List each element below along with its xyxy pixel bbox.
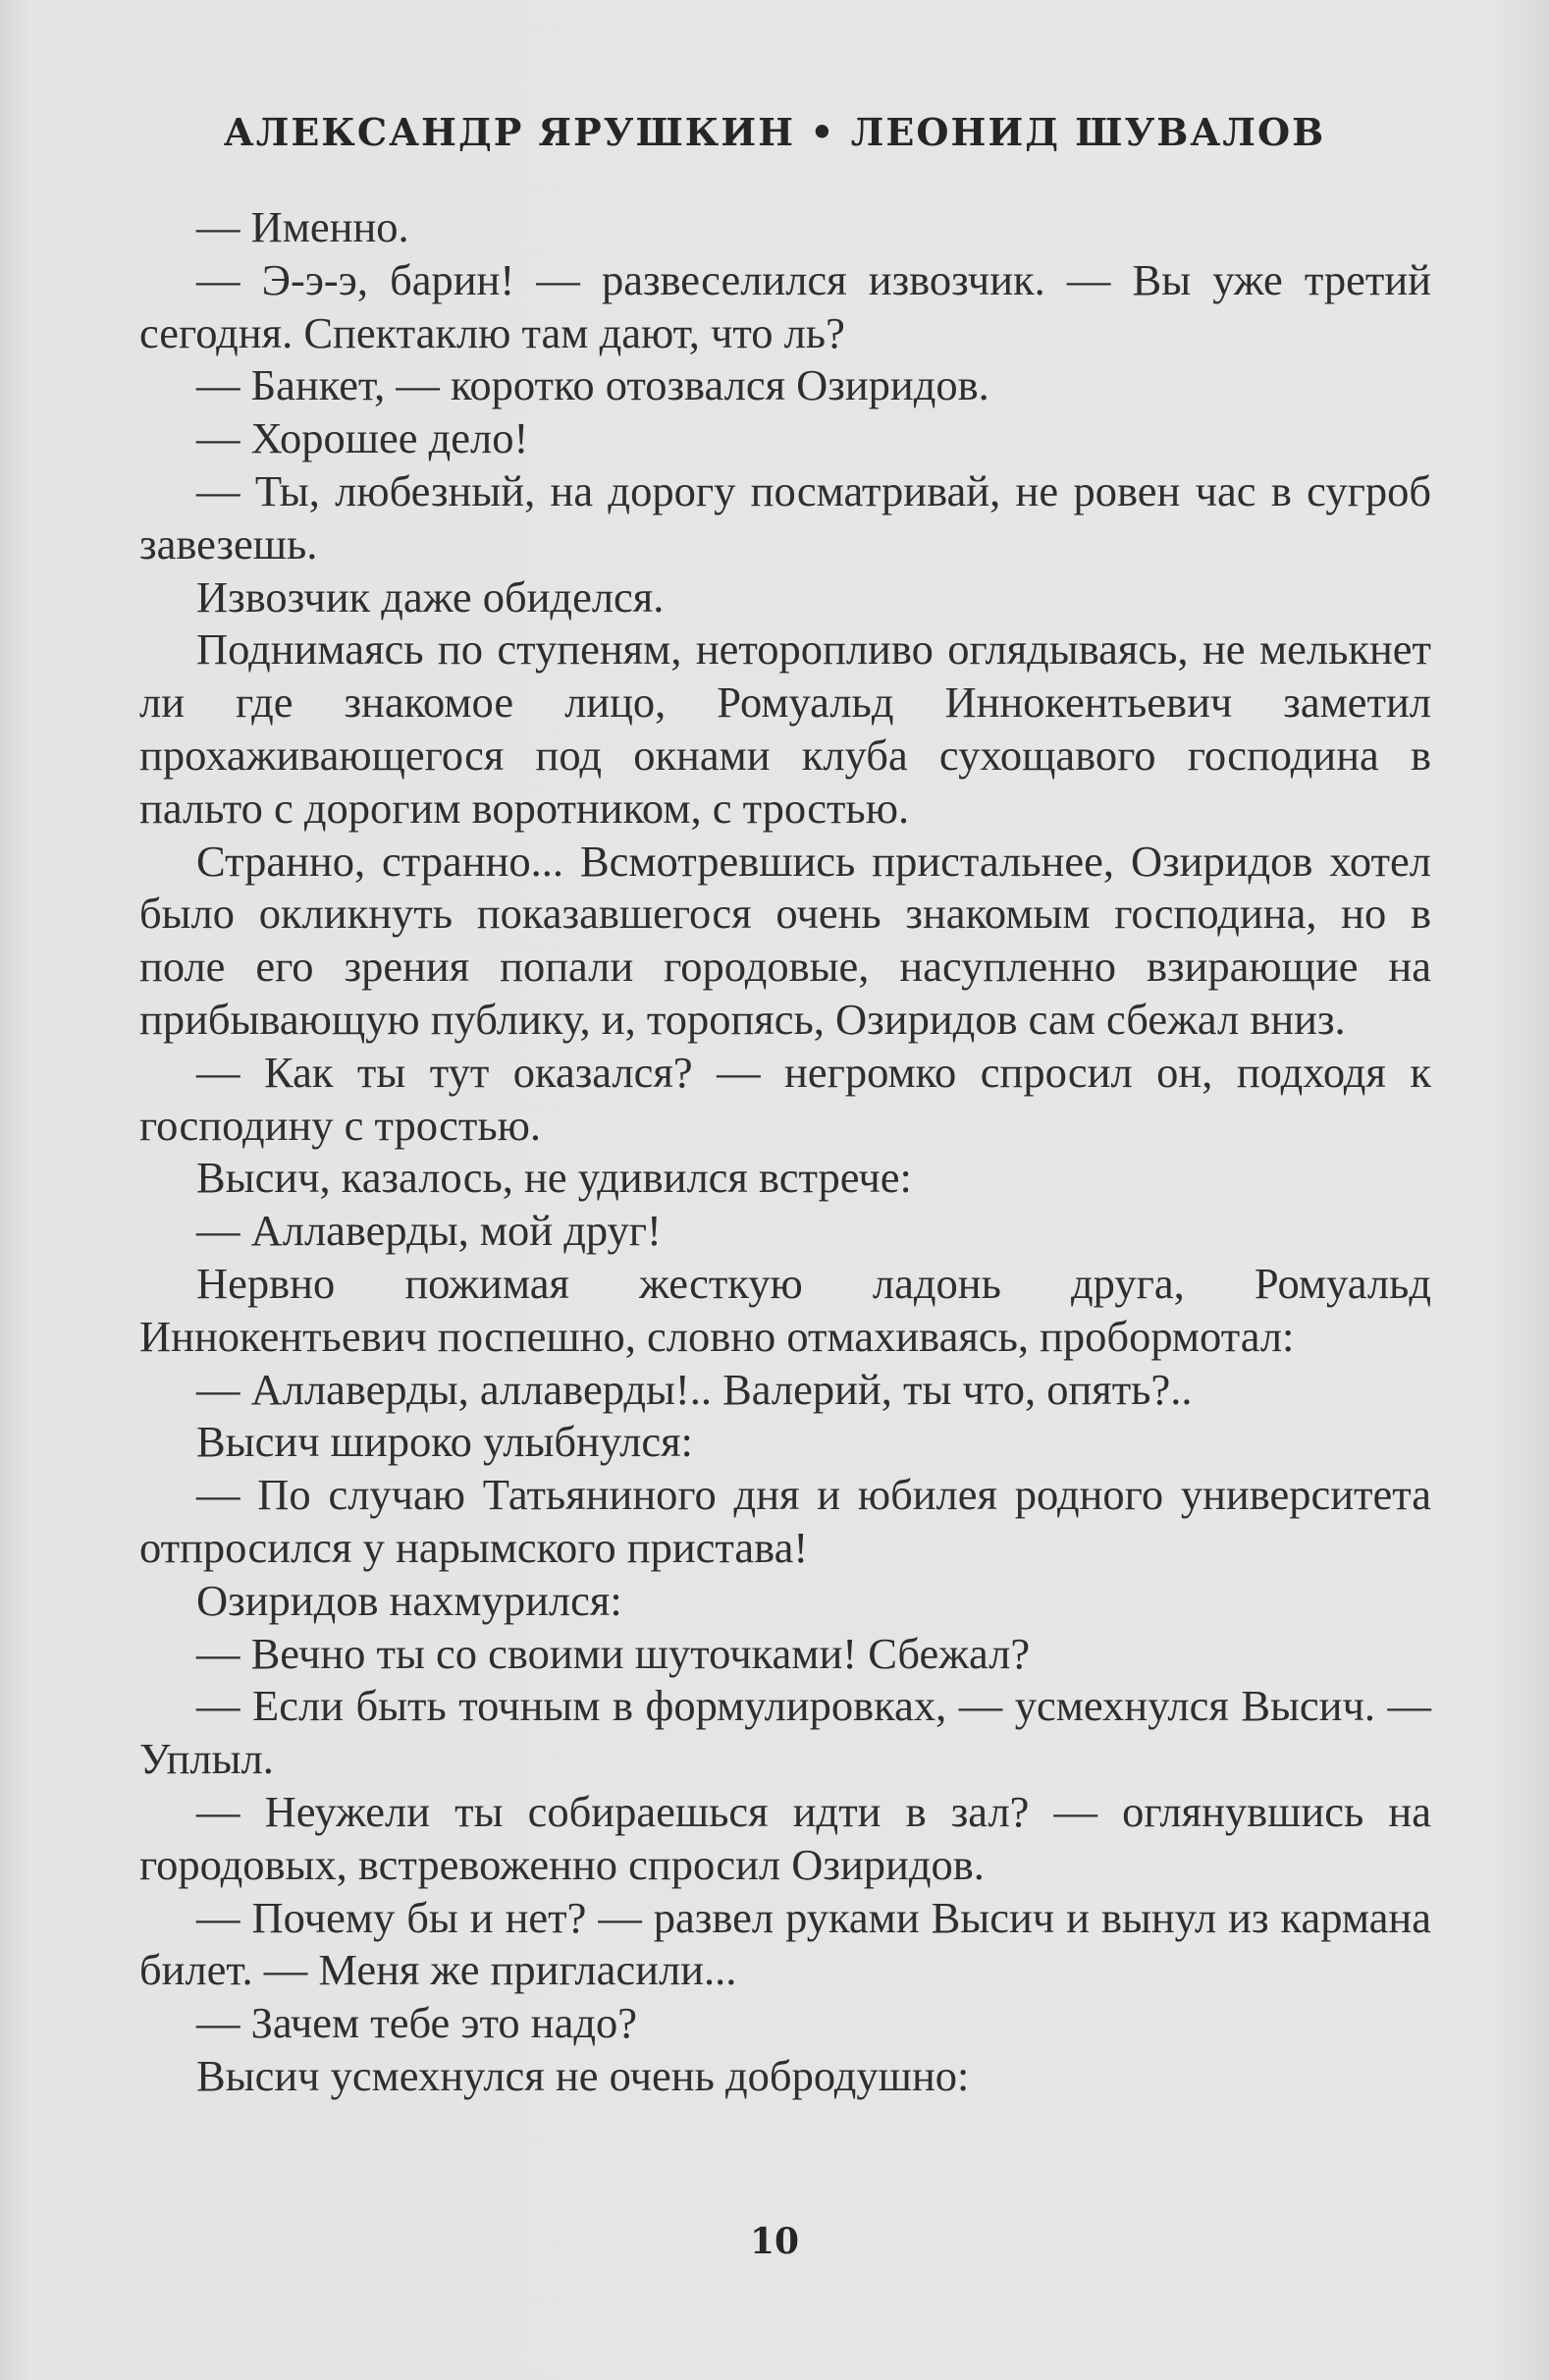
paragraph: — Если быть точным в формулировках, — усмехнулся Высич. — Уплыл. — [139, 1681, 1431, 1784]
paragraph: — Именно. — [196, 202, 409, 251]
paragraph: — Аллаверды, мой друг! — [196, 1206, 662, 1256]
paragraph: Нервно пожимая жесткую ладонь друга, Ромуальд Иннокентьевич поспешно, словно отмахиваясь, пробормотал: — [139, 1258, 1431, 1361]
paragraph: — Неужели ты собираешься идти в зал? — оглянувшись на городовых, встревоженно спросил Озиридов. — [139, 1786, 1431, 1889]
paragraph: Высич широко улыбнулся: — [196, 1417, 693, 1467]
body-text — [139, 201, 1431, 2103]
paragraph: Странно, странно... Всмотревшись пристальнее, Озиридов хотел было окликнуть показавшегося очень знакомым господина, но в поле его зрения попали городовые, насупленно взирающие на прибывающую публику, и, торопясь, Озиридов сам сбежал вниз. — [139, 836, 1431, 1044]
paragraph: — Аллаверды, аллаверды!.. Валерий, ты что, опять?.. — [196, 1364, 1193, 1414]
paragraph: Извозчик даже обиделся. — [196, 571, 665, 622]
paragraph: — Зачем тебе это надо? — [196, 1998, 637, 2048]
running-head: АЛЕКСАНДР ЯРУШКИН • ЛЕОНИД ШУВАЛОВ — [223, 110, 1326, 154]
paragraph: — Как ты тут оказался? — негромко спросил он, подходя к господину с тростью. — [139, 1047, 1431, 1150]
paragraph: — Банкет, — коротко отозвался Озиридов. — [196, 360, 989, 410]
paragraph: — Почему бы и нет? — развел руками Высич и вынул из кармана билет. — Меня же пригласили... — [139, 1892, 1431, 1995]
paragraph: Высич, казалось, не удивился встрече: — [196, 1153, 912, 1203]
paragraph: — Хорошее дело! — [196, 413, 529, 463]
paragraph: — Вечно ты со своими шуточками! Сбежал? — [196, 1628, 1031, 1678]
paragraph: Озиридов нахмурился: — [196, 1575, 622, 1625]
paragraph: Поднимаясь по ступеням, неторопливо оглядываясь, не мелькнет ли где знакомое лицо, Ромуальд Иннокентьевич заметил прохаживающегося под окнами клуба сухощавого господина в пальто с дорогим воротником, с тростью. — [139, 624, 1431, 833]
paragraph: — По случаю Татьяниного дня и юбилея родного университета отпросился у нарымского пристава! — [139, 1470, 1431, 1572]
paragraph: — Ты, любезный, на дорогу посматривай, не ровен час в сугроб завезешь. — [139, 465, 1431, 568]
paragraph: Высич усмехнулся не очень добродушно: — [196, 2050, 970, 2100]
paragraph: — Э-э-э, барин! — развеселился извозчик. — Вы уже третий сегодня. Спектаклю там дают, что ль? — [139, 254, 1431, 357]
page-number: 10 — [749, 2221, 800, 2262]
